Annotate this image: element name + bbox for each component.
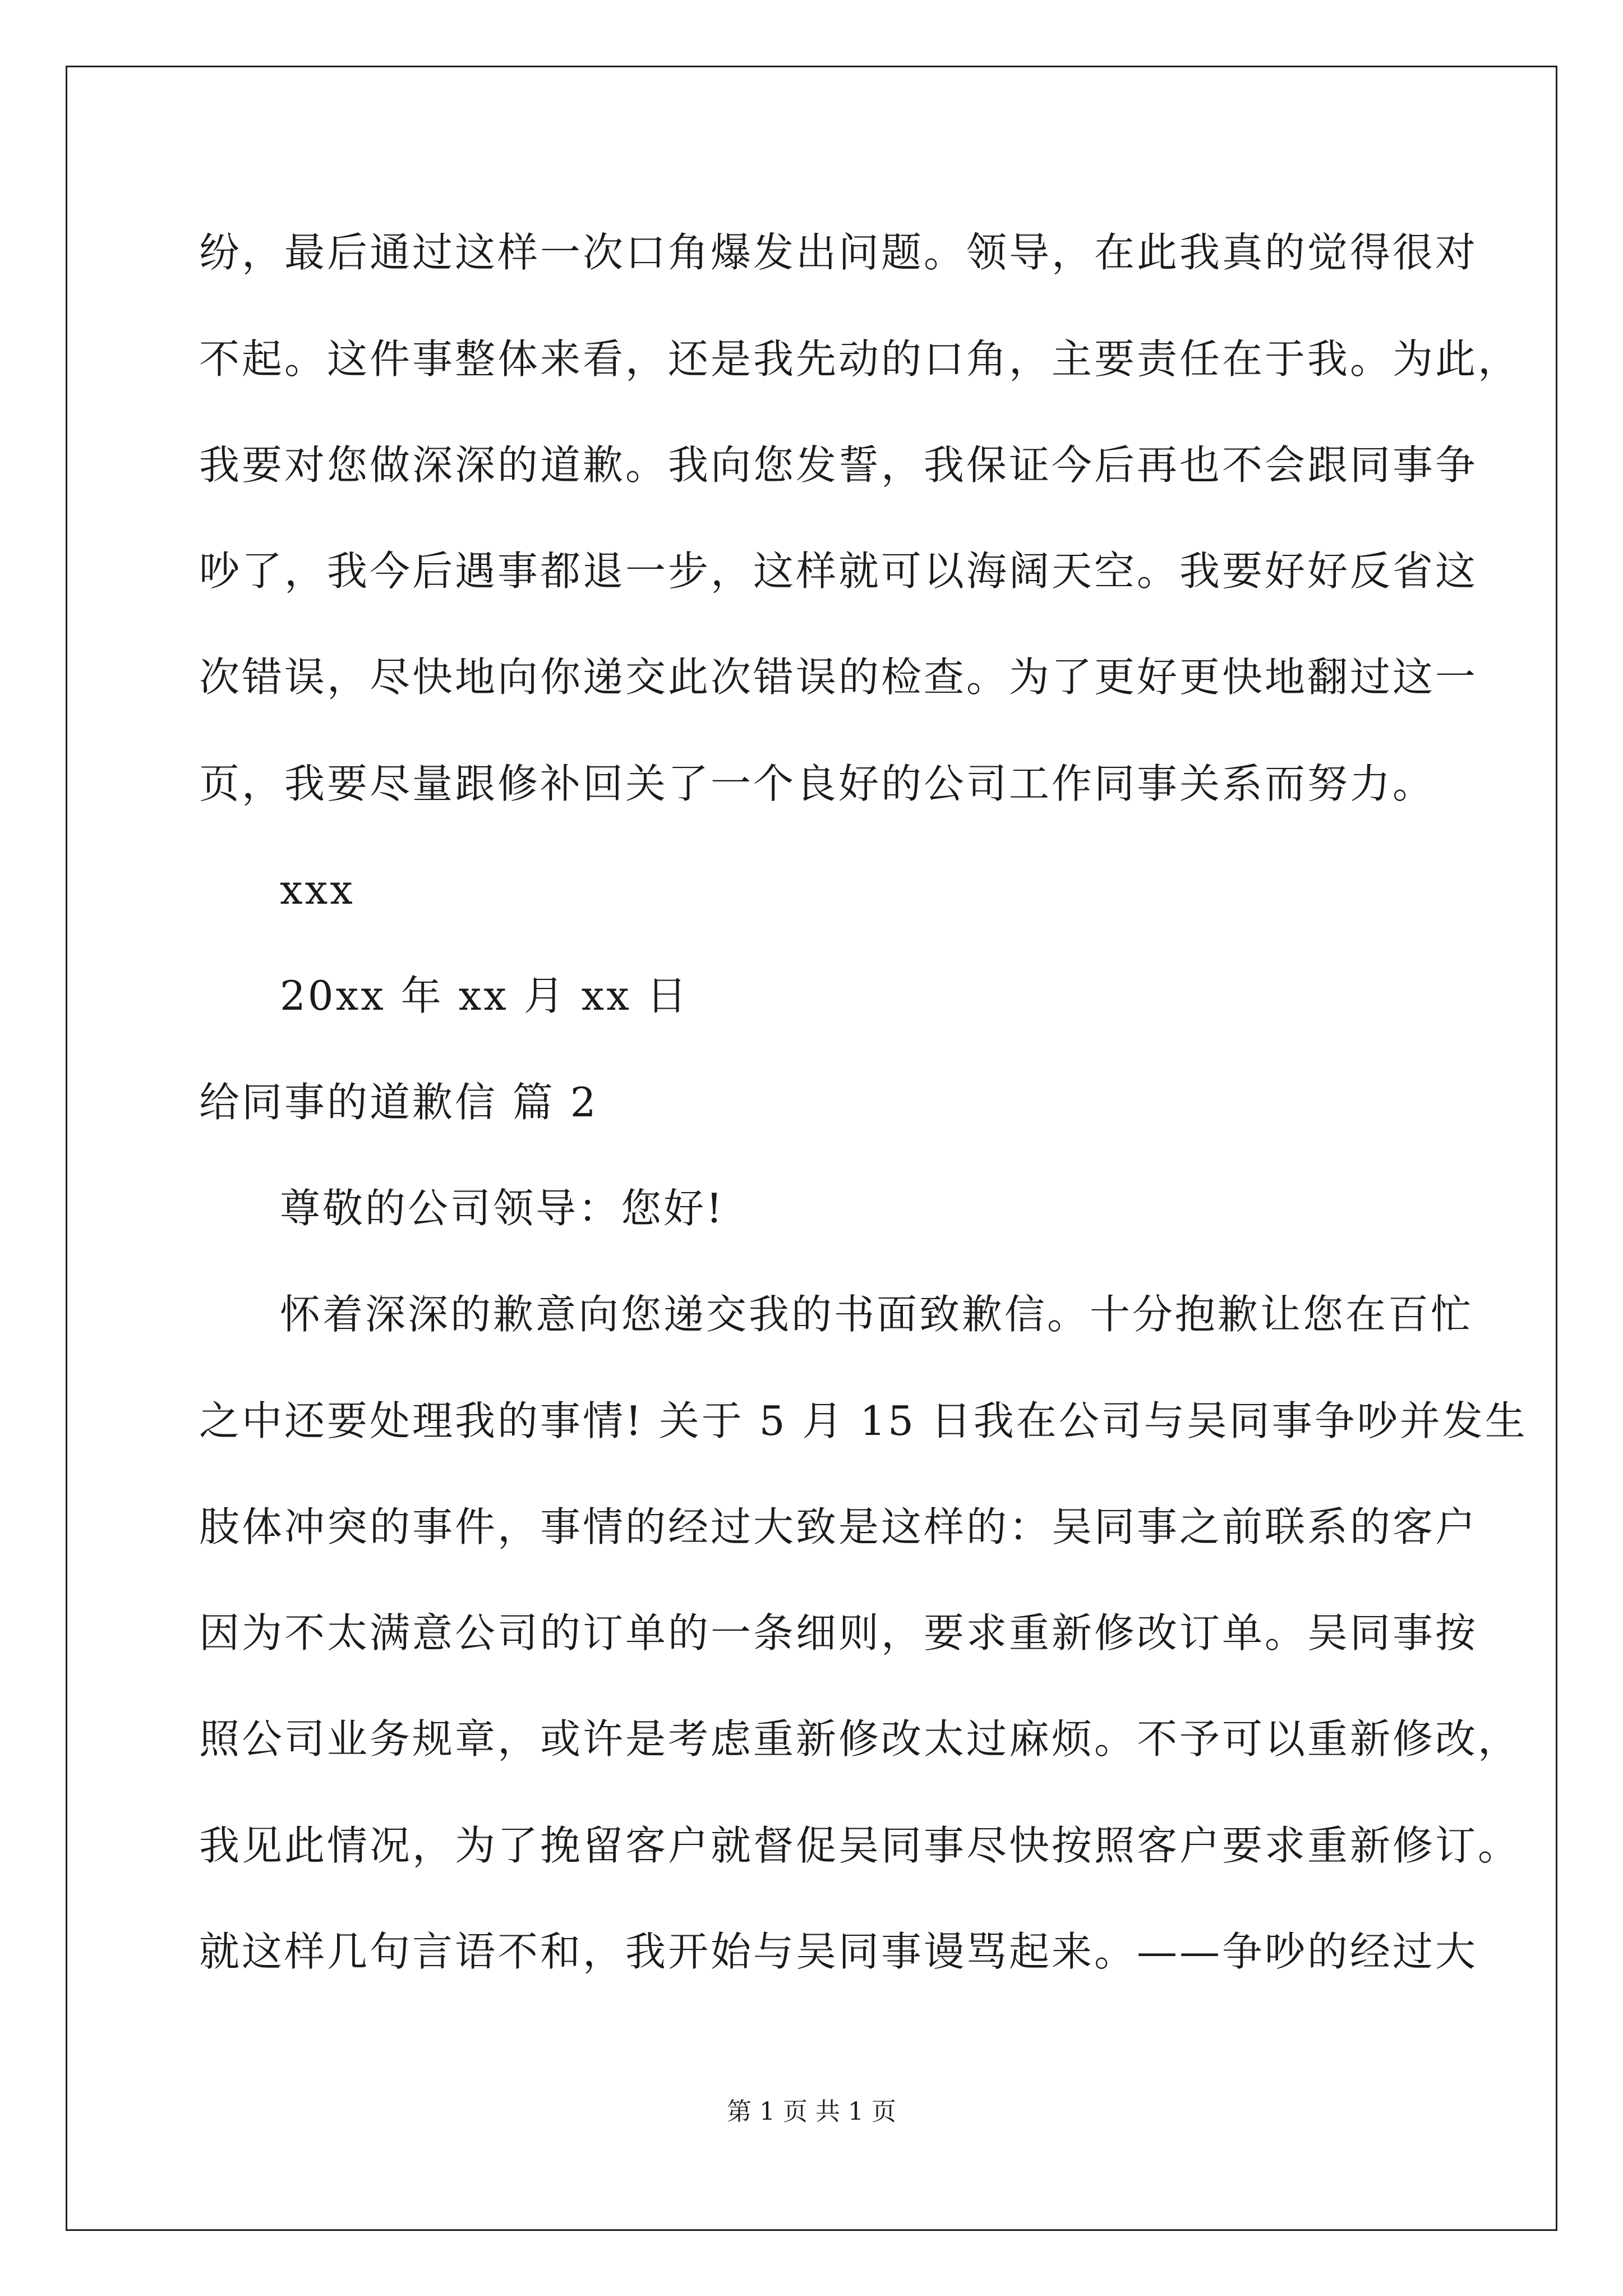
page-footer: 第 1 页 共 1 页 [727, 2097, 896, 2126]
text-line: 照公司业务规章，或许是考虑重新修改太过麻烦。不予可以重新修改， [199, 1715, 1521, 1763]
text-line: 怀着深深的歉意向您递交我的书面致歉信。十分抱歉让您在百忙 [280, 1291, 1474, 1338]
text-line: 纷，最后通过这样一次口角爆发出问题。领导，在此我真的觉得很对 [199, 229, 1478, 276]
text-line: 吵了，我今后遇事都退一步，这样就可以海阔天空。我要好好反省这 [199, 547, 1478, 595]
text-line: 次错误，尽快地向你递交此次错误的检查。为了更好更快地翻过这一 [199, 654, 1478, 701]
salutation: 尊敬的公司领导：您好! [280, 1185, 725, 1232]
page-border [66, 66, 1557, 2231]
signature-date: 20xx 年 xx 月 xx 日 [280, 972, 689, 1019]
text-line: 不起。这件事整体来看，还是我先动的口角，主要责任在于我。为此， [199, 335, 1521, 383]
text-line: 我见此情况，为了挽留客户就督促吴同事尽快按照客户要求重新修订。 [199, 1822, 1521, 1869]
text-line: 肢体冲突的事件，事情的经过大致是这样的：吴同事之前联系的客户 [199, 1503, 1478, 1550]
text-line: 就这样几句言语不和，我开始与吴同事谩骂起来。——争吵的经过大 [199, 1928, 1478, 1975]
text-line: 之中还要处理我的事情! 关于 5 月 15 日我在公司与吴同事争吵并发生 [199, 1397, 1528, 1444]
section-heading: 给同事的道歉信 篇 2 [199, 1079, 598, 1126]
text-line: 因为不太满意公司的订单的一条细则，要求重新修改订单。吴同事按 [199, 1609, 1478, 1657]
text-line: 我要对您做深深的道歉。我向您发誓，我保证今后再也不会跟同事争 [199, 441, 1478, 489]
signature-name: xxx [280, 866, 355, 913]
text-line: 页，我要尽量跟修补回关了一个良好的公司工作同事关系而努力。 [199, 760, 1436, 807]
